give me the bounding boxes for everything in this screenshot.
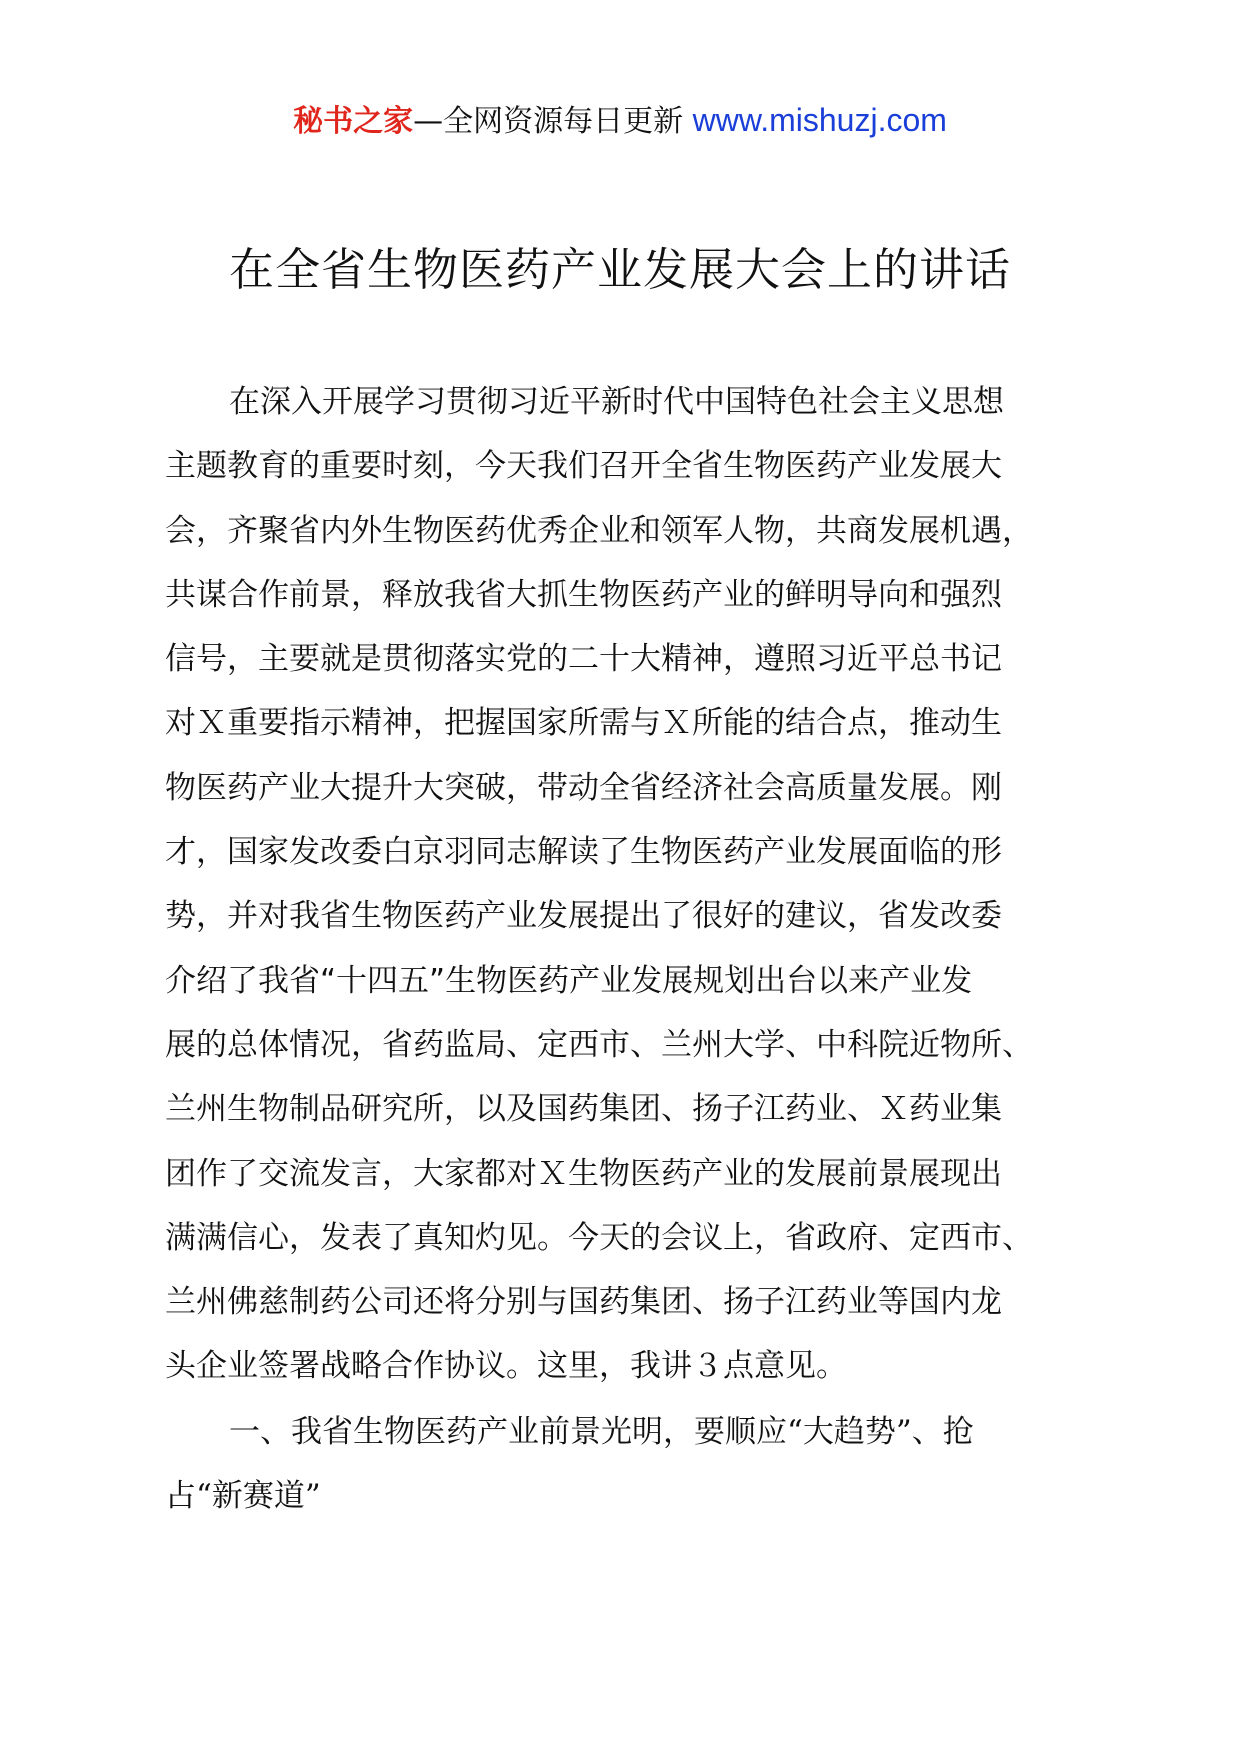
site-url-link[interactable]: www.mishuzj.com [692, 102, 947, 138]
site-header [0, 100, 1240, 142]
section-heading-line: 占“新赛道” [165, 1478, 321, 1514]
paragraph-line: 共谋合作前景，释放我省大抓生物医药产业的鲜明导向和强烈 [165, 576, 1002, 613]
paragraph-line: 主题教育的重要时刻，今天我们召开全省生物医药产业发展大 [165, 448, 1002, 485]
site-tagline: —全网资源每日更新 [413, 104, 693, 139]
site-brand: 秘书之家 [293, 104, 414, 139]
paragraph-line: 团作了交流发言，大家都对Ｘ生物医药产业的发展前景展现出 [165, 1155, 1002, 1192]
paragraph-line: 兰州佛慈制药公司还将分别与国药集团、扬子江药业等国内龙 [165, 1284, 1002, 1321]
document-title: 在全省生物医药产业发展大会上的讲话 [228, 243, 1011, 296]
paragraph-line: 满满信心，发表了真知灼见。今天的会议上，省政府、定西市、 [165, 1219, 1033, 1256]
section-heading-line: 一、我省生物医药产业前景光明，要顺应“大趋势”、抢 [229, 1414, 974, 1450]
paragraph-line: 展的总体情况，省药监局、定西市、兰州大学、中科院近物所、 [165, 1026, 1033, 1063]
section-heading [165, 1400, 1115, 1528]
paragraph-line: 信号，主要就是贯彻落实党的二十大精神，遵照习近平总书记 [165, 641, 1002, 678]
paragraph-line: 头企业签署战略合作协议。这里，我讲３点意见。 [165, 1348, 847, 1385]
intro-paragraph [165, 370, 1115, 1399]
paragraph-line: 势，并对我省生物医药产业发展提出了很好的建议，省发改委 [165, 898, 1002, 935]
paragraph-line: 在深入开展学习贯彻习近平新时代中国特色社会主义思想 [229, 384, 1004, 420]
paragraph-line: 物医药产业大提升大突破，带动全省经济社会高质量发展。刚 [165, 769, 1002, 806]
paragraph-line: 兰州生物制品研究所，以及国药集团、扬子江药业、Ｘ药业集 [165, 1091, 1002, 1128]
paragraph-line: 介绍了我省“十四五”生物医药产业发展规划出台以来产业发 [165, 962, 973, 999]
paragraph-line: 对Ｘ重要指示精神，把握国家所需与Ｘ所能的结合点，推动生 [165, 705, 1002, 742]
paragraph-line: 才，国家发改委白京羽同志解读了生物医药产业发展面临的形 [165, 834, 1002, 871]
paragraph-line: 会，齐聚省内外生物医药优秀企业和领军人物，共商发展机遇， [165, 512, 1033, 549]
